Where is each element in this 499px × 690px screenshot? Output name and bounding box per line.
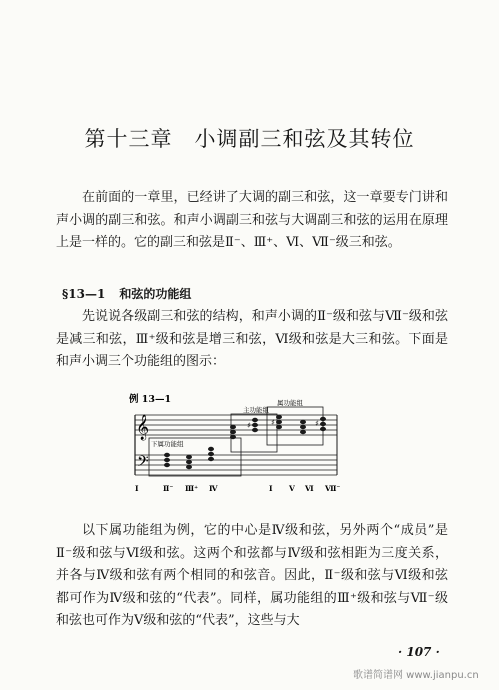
intro-paragraph: 在前面的一章里，已经讲了大调的副三和弦，这一章要专门讲和声小调的副三和弦。和声小调副三和弦与大调副三和弦的运用在原理上是一样的。它的副三和弦是Ⅱ⁻、Ⅲ⁺、Ⅵ、Ⅶ⁻级三和弦。 — [56, 190, 448, 251]
degree-ii: Ⅱ⁻ — [163, 484, 174, 493]
svg-text:♯: ♯ — [247, 421, 251, 430]
section-heading — [62, 286, 191, 302]
music-example-figure — [129, 393, 343, 499]
section-paragraph: 先说说各级副三和弦的结构，和声小调的Ⅱ⁻级和弦与Ⅶ⁻级和弦是减三和弦，Ⅲ⁺级和弦是增三和弦，Ⅵ级和弦是大三和弦。下面是和声小调三个功能组的图示： — [56, 309, 448, 370]
section-number: §13—1 — [62, 287, 106, 301]
svg-text:♯: ♯ — [315, 419, 319, 428]
degree-v: Ⅴ — [289, 484, 295, 493]
subdominant-group-label: 下属功能组 — [151, 440, 184, 448]
svg-text:♯: ♯ — [271, 418, 275, 427]
degree-labels — [135, 484, 340, 493]
following-paragraph: 以下属功能组为例，它的中心是Ⅳ级和弦，另外两个“成员”是Ⅱ⁻级和弦与Ⅵ级和弦。这两个和弦都与Ⅳ级和弦相距为三度关系，并各与Ⅳ级和弦有两个相同的和弦音。因此，Ⅱ⁻级和弦与Ⅵ级和弦都可作为Ⅳ级和弦的“代表”。同样，属功能组的Ⅲ⁺级和弦与Ⅶ⁻级和弦也可作为Ⅴ级和弦的“代表”，这些与大 — [56, 523, 448, 629]
dominant-group-label: 属功能组 — [277, 399, 303, 407]
degree-iv: Ⅳ — [209, 484, 218, 493]
tonic-group-label: 主功能组 — [243, 406, 269, 414]
music-example — [129, 393, 343, 503]
treble-clef-icon: 𝄞 — [136, 415, 150, 440]
bass-clef-icon: 𝄢 — [137, 453, 149, 474]
section-title: 和弦的功能组 — [119, 287, 192, 301]
degree-i: Ⅰ — [269, 484, 273, 493]
chapter-title: 第十三章 小调副三和弦及其转位 — [84, 127, 415, 151]
watermark: 歌谱简谱网 www.jianpu.cn — [353, 670, 479, 681]
degree-vii: Ⅶ⁻ — [325, 484, 341, 493]
chord-notes — [164, 415, 326, 469]
page-number: · 107 · — [398, 645, 440, 659]
svg-text:Ⅰ: Ⅰ — [135, 484, 139, 493]
example-label: 例 13—1 — [129, 394, 172, 405]
degree-vi: Ⅵ — [305, 484, 314, 493]
degree-iii: Ⅲ⁺ — [185, 484, 199, 493]
